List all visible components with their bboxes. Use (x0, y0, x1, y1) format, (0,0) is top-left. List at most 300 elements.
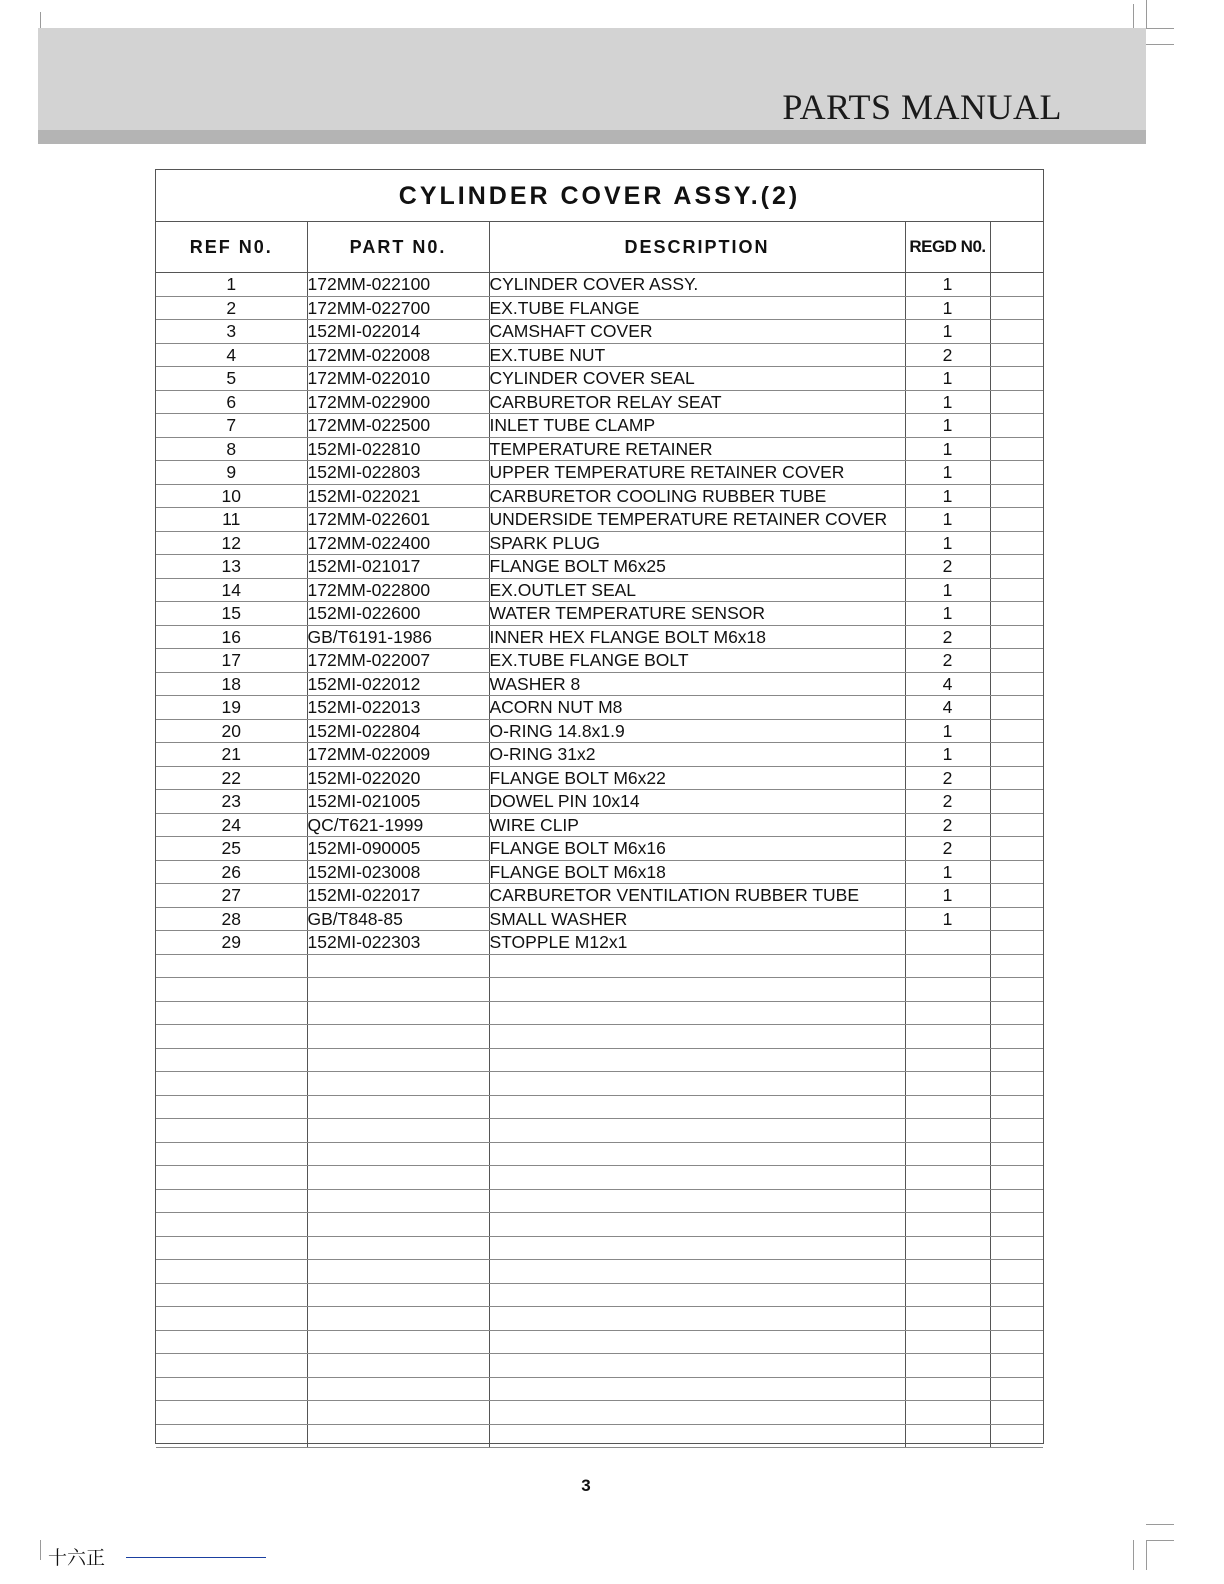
cell-blank (489, 1330, 905, 1354)
footer-mark: 十六正 (48, 1547, 106, 1569)
cell-blank (990, 461, 1043, 485)
cell-desc: UPPER TEMPERATURE RETAINER COVER (489, 461, 905, 485)
cell-desc: EX.TUBE FLANGE (489, 296, 905, 320)
cell-desc: STOPPLE M12x1 (489, 931, 905, 955)
cell-blank (905, 1095, 990, 1119)
crop-mark (1146, 0, 1147, 28)
table-row (156, 719, 1043, 743)
cell-blank (905, 1401, 990, 1425)
cell-desc: SPARK PLUG (489, 531, 905, 555)
cell-blank (307, 1048, 489, 1072)
cell-blank (905, 1001, 990, 1025)
cell-ref: 14 (156, 578, 307, 602)
cell-part: 152MI-022803 (307, 461, 489, 485)
cell-blank (156, 1377, 307, 1401)
empty-table-row (156, 1260, 1043, 1284)
cell-ref: 2 (156, 296, 307, 320)
cell-blank (156, 954, 307, 978)
cell-blank (156, 1213, 307, 1237)
cell-desc: SMALL WASHER (489, 907, 905, 931)
cell-desc: WASHER 8 (489, 672, 905, 696)
table-row (156, 273, 1043, 297)
table-row (156, 860, 1043, 884)
cell-blank (489, 1119, 905, 1143)
cell-ref: 18 (156, 672, 307, 696)
cell-blank (990, 1001, 1043, 1025)
cell-desc: CAMSHAFT COVER (489, 320, 905, 344)
cell-qty: 2 (905, 766, 990, 790)
cell-blank (905, 1424, 990, 1448)
cell-desc: O-RING 14.8x1.9 (489, 719, 905, 743)
cell-qty: 1 (905, 296, 990, 320)
cell-ref: 27 (156, 884, 307, 908)
cell-blank (156, 978, 307, 1002)
cell-blank (489, 978, 905, 1002)
cell-blank (307, 1260, 489, 1284)
cell-part: 152MI-022303 (307, 931, 489, 955)
cell-qty: 2 (905, 625, 990, 649)
cell-part: 172MM-022007 (307, 649, 489, 673)
footer-underline (126, 1557, 266, 1558)
cell-blank (990, 907, 1043, 931)
cell-blank (990, 1095, 1043, 1119)
empty-table-row (156, 954, 1043, 978)
cell-blank (905, 1354, 990, 1378)
empty-table-row (156, 1330, 1043, 1354)
cell-blank (307, 1119, 489, 1143)
cell-blank (990, 1213, 1043, 1237)
cell-ref: 4 (156, 343, 307, 367)
cell-desc: WIRE CLIP (489, 813, 905, 837)
cell-blank (905, 1189, 990, 1213)
empty-table-row (156, 1424, 1043, 1448)
cell-blank (156, 1307, 307, 1331)
cell-blank (990, 743, 1043, 767)
table-row (156, 931, 1043, 955)
column-header-blank (990, 222, 1043, 273)
cell-desc: CARBURETOR COOLING RUBBER TUBE (489, 484, 905, 508)
cell-part: 172MM-022800 (307, 578, 489, 602)
cell-blank (990, 766, 1043, 790)
empty-table-row (156, 1236, 1043, 1260)
cell-qty: 2 (905, 837, 990, 861)
crop-mark (1146, 28, 1174, 29)
table-row (156, 625, 1043, 649)
cell-blank (905, 1307, 990, 1331)
cell-ref: 17 (156, 649, 307, 673)
cell-ref: 7 (156, 414, 307, 438)
cell-qty: 1 (905, 273, 990, 297)
empty-table-row (156, 1142, 1043, 1166)
cell-blank (990, 954, 1043, 978)
cell-qty: 1 (905, 860, 990, 884)
table-row (156, 461, 1043, 485)
cell-qty: 1 (905, 578, 990, 602)
cell-blank (990, 625, 1043, 649)
cell-blank (990, 1354, 1043, 1378)
empty-table-row (156, 1189, 1043, 1213)
crop-mark (1133, 4, 1134, 28)
empty-table-row (156, 978, 1043, 1002)
cell-desc: CARBURETOR VENTILATION RUBBER TUBE (489, 884, 905, 908)
header-shadow (38, 130, 1146, 144)
table-row (156, 766, 1043, 790)
table-header-row (156, 222, 1043, 273)
cell-blank (990, 884, 1043, 908)
empty-table-row (156, 1001, 1043, 1025)
cell-qty: 1 (905, 531, 990, 555)
cell-ref: 8 (156, 437, 307, 461)
cell-blank (307, 1283, 489, 1307)
cell-blank (156, 1119, 307, 1143)
cell-blank (990, 508, 1043, 532)
cell-blank (307, 1354, 489, 1378)
cell-part: 172MM-022008 (307, 343, 489, 367)
cell-ref: 15 (156, 602, 307, 626)
cell-qty: 1 (905, 743, 990, 767)
table-row (156, 508, 1043, 532)
cell-blank (905, 1283, 990, 1307)
cell-ref: 23 (156, 790, 307, 814)
cell-ref: 5 (156, 367, 307, 391)
cell-blank (156, 1025, 307, 1049)
cell-blank (156, 1424, 307, 1448)
cell-blank (489, 1095, 905, 1119)
cell-blank (990, 1142, 1043, 1166)
cell-blank (990, 320, 1043, 344)
cell-part: 172MM-022500 (307, 414, 489, 438)
cell-blank (156, 1072, 307, 1096)
cell-blank (990, 1283, 1043, 1307)
cell-blank (905, 1166, 990, 1190)
cell-ref: 6 (156, 390, 307, 414)
column-header-part: PART N0. (307, 222, 489, 273)
cell-desc: DOWEL PIN 10x14 (489, 790, 905, 814)
cell-desc: FLANGE BOLT M6x16 (489, 837, 905, 861)
cell-blank (307, 1307, 489, 1331)
cell-part: 172MM-022900 (307, 390, 489, 414)
cell-qty: 1 (905, 602, 990, 626)
cell-blank (990, 602, 1043, 626)
cell-blank (307, 1236, 489, 1260)
empty-table-row (156, 1401, 1043, 1425)
cell-blank (990, 390, 1043, 414)
cell-blank (489, 1401, 905, 1425)
cell-blank (990, 1401, 1043, 1425)
cell-blank (990, 578, 1043, 602)
cell-part: 152MI-090005 (307, 837, 489, 861)
table-row (156, 414, 1043, 438)
cell-blank (990, 484, 1043, 508)
table-row (156, 672, 1043, 696)
cell-part: 172MM-022601 (307, 508, 489, 532)
page-title: PARTS MANUAL (782, 87, 1062, 127)
cell-blank (990, 719, 1043, 743)
table-row (156, 531, 1043, 555)
cell-desc: O-RING 31x2 (489, 743, 905, 767)
cell-desc: EX.TUBE NUT (489, 343, 905, 367)
cell-ref: 13 (156, 555, 307, 579)
crop-mark (1146, 1540, 1174, 1541)
cell-blank (489, 1354, 905, 1378)
cell-blank (156, 1001, 307, 1025)
cell-blank (156, 1048, 307, 1072)
table-row (156, 555, 1043, 579)
table-row (156, 790, 1043, 814)
cell-qty: 2 (905, 813, 990, 837)
cell-blank (489, 1025, 905, 1049)
empty-table-row (156, 1095, 1043, 1119)
cell-blank (905, 1025, 990, 1049)
cell-blank (905, 978, 990, 1002)
cell-ref: 26 (156, 860, 307, 884)
column-header-description: DESCRIPTION (489, 222, 905, 273)
cell-blank (489, 1307, 905, 1331)
cell-blank (990, 1377, 1043, 1401)
cell-blank (307, 1213, 489, 1237)
cell-blank (307, 1189, 489, 1213)
cell-qty: 2 (905, 555, 990, 579)
cell-part: 152MI-022013 (307, 696, 489, 720)
cell-blank (307, 1166, 489, 1190)
cell-qty: 1 (905, 390, 990, 414)
cell-blank (905, 954, 990, 978)
cell-blank (990, 790, 1043, 814)
cell-part: QC/T621-1999 (307, 813, 489, 837)
cell-ref: 20 (156, 719, 307, 743)
cell-ref: 16 (156, 625, 307, 649)
cell-blank (489, 1166, 905, 1190)
cell-blank (990, 437, 1043, 461)
cell-ref: 11 (156, 508, 307, 532)
cell-part: 152MI-023008 (307, 860, 489, 884)
cell-blank (990, 860, 1043, 884)
cell-blank (489, 1142, 905, 1166)
cell-blank (990, 696, 1043, 720)
cell-qty: 1 (905, 907, 990, 931)
cell-blank (307, 978, 489, 1002)
table-row (156, 343, 1043, 367)
cell-blank (156, 1260, 307, 1284)
cell-blank (990, 1025, 1043, 1049)
cell-ref: 24 (156, 813, 307, 837)
cell-blank (990, 343, 1043, 367)
cell-blank (307, 1072, 489, 1096)
cell-blank (156, 1189, 307, 1213)
empty-table-row (156, 1283, 1043, 1307)
crop-mark (40, 12, 41, 28)
empty-table-row (156, 1354, 1043, 1378)
cell-blank (489, 1236, 905, 1260)
cell-blank (307, 1377, 489, 1401)
cell-part: 152MI-021017 (307, 555, 489, 579)
table-row (156, 907, 1043, 931)
cell-blank (307, 954, 489, 978)
parts-table (156, 222, 1043, 1448)
cell-desc: CARBURETOR RELAY SEAT (489, 390, 905, 414)
cell-blank (905, 1119, 990, 1143)
cell-desc: UNDERSIDE TEMPERATURE RETAINER COVER (489, 508, 905, 532)
cell-blank (156, 1283, 307, 1307)
cell-part: 172MM-022009 (307, 743, 489, 767)
cell-blank (990, 1048, 1043, 1072)
cell-blank (156, 1142, 307, 1166)
cell-part: 172MM-022400 (307, 531, 489, 555)
cell-desc: INNER HEX FLANGE BOLT M6x18 (489, 625, 905, 649)
cell-blank (489, 1260, 905, 1284)
empty-table-row (156, 1377, 1043, 1401)
cell-ref: 28 (156, 907, 307, 931)
cell-part: 152MI-022810 (307, 437, 489, 461)
cell-blank (990, 1307, 1043, 1331)
crop-mark (1146, 1524, 1174, 1525)
cell-blank (489, 954, 905, 978)
cell-blank (156, 1401, 307, 1425)
table-row (156, 578, 1043, 602)
cell-blank (489, 1072, 905, 1096)
cell-qty: 4 (905, 672, 990, 696)
cell-part: 152MI-021005 (307, 790, 489, 814)
parts-table-body (156, 273, 1043, 1448)
cell-part: 172MM-022010 (307, 367, 489, 391)
cell-part: 152MI-022020 (307, 766, 489, 790)
cell-qty: 1 (905, 461, 990, 485)
table-row (156, 743, 1043, 767)
cell-blank (156, 1330, 307, 1354)
cell-qty: 4 (905, 696, 990, 720)
cell-qty: 1 (905, 414, 990, 438)
cell-blank (990, 414, 1043, 438)
parts-table-frame (155, 169, 1044, 1444)
cell-blank (307, 1142, 489, 1166)
cell-desc: FLANGE BOLT M6x22 (489, 766, 905, 790)
cell-ref: 10 (156, 484, 307, 508)
cell-qty: 1 (905, 719, 990, 743)
cell-blank (990, 649, 1043, 673)
cell-qty: 2 (905, 790, 990, 814)
empty-table-row (156, 1213, 1043, 1237)
cell-desc: INLET TUBE CLAMP (489, 414, 905, 438)
cell-blank (489, 1377, 905, 1401)
cell-qty: 1 (905, 437, 990, 461)
cell-blank (990, 1424, 1043, 1448)
cell-blank (990, 1189, 1043, 1213)
cell-ref: 1 (156, 273, 307, 297)
cell-desc: FLANGE BOLT M6x18 (489, 860, 905, 884)
cell-blank (990, 1072, 1043, 1096)
cell-blank (307, 1001, 489, 1025)
table-row (156, 367, 1043, 391)
table-row (156, 649, 1043, 673)
cell-desc: FLANGE BOLT M6x25 (489, 555, 905, 579)
cell-blank (990, 813, 1043, 837)
crop-mark (1133, 1540, 1134, 1570)
cell-ref: 29 (156, 931, 307, 955)
cell-blank (990, 273, 1043, 297)
cell-blank (489, 1213, 905, 1237)
cell-blank (990, 1330, 1043, 1354)
cell-blank (990, 1236, 1043, 1260)
empty-table-row (156, 1048, 1043, 1072)
cell-part: 152MI-022012 (307, 672, 489, 696)
cell-blank (990, 367, 1043, 391)
table-row (156, 296, 1043, 320)
cell-ref: 19 (156, 696, 307, 720)
cell-part: GB/T848-85 (307, 907, 489, 931)
cell-part: 152MI-022017 (307, 884, 489, 908)
cell-blank (156, 1095, 307, 1119)
cell-ref: 25 (156, 837, 307, 861)
cell-ref: 3 (156, 320, 307, 344)
cell-blank (990, 1260, 1043, 1284)
table-row (156, 837, 1043, 861)
cell-blank (156, 1166, 307, 1190)
cell-blank (307, 1025, 489, 1049)
cell-blank (990, 1166, 1043, 1190)
table-row (156, 320, 1043, 344)
cell-blank (489, 1283, 905, 1307)
cell-part: 152MI-022600 (307, 602, 489, 626)
cell-ref: 9 (156, 461, 307, 485)
cell-ref: 12 (156, 531, 307, 555)
cell-blank (905, 1236, 990, 1260)
cell-blank (990, 931, 1043, 955)
cell-part: 152MI-022804 (307, 719, 489, 743)
crop-mark (1146, 1540, 1147, 1570)
cell-desc: CYLINDER COVER SEAL (489, 367, 905, 391)
empty-table-row (156, 1307, 1043, 1331)
table-row (156, 484, 1043, 508)
empty-table-row (156, 1025, 1043, 1049)
cell-part: 172MM-022100 (307, 273, 489, 297)
cell-qty: 1 (905, 367, 990, 391)
cell-blank (905, 1072, 990, 1096)
page-number: 3 (581, 1476, 591, 1495)
cell-qty: 2 (905, 649, 990, 673)
cell-desc: WATER TEMPERATURE SENSOR (489, 602, 905, 626)
table-row (156, 813, 1043, 837)
cell-blank (307, 1330, 489, 1354)
cell-blank (905, 1048, 990, 1072)
table-row (156, 437, 1043, 461)
cell-blank (156, 1354, 307, 1378)
cell-blank (489, 1048, 905, 1072)
cell-desc: EX.TUBE FLANGE BOLT (489, 649, 905, 673)
cell-desc: ACORN NUT M8 (489, 696, 905, 720)
empty-table-row (156, 1072, 1043, 1096)
cell-qty (905, 931, 990, 955)
table-row (156, 602, 1043, 626)
cell-blank (990, 978, 1043, 1002)
cell-part: 152MI-022014 (307, 320, 489, 344)
cell-blank (990, 531, 1043, 555)
cell-blank (905, 1142, 990, 1166)
cell-blank (990, 837, 1043, 861)
empty-table-row (156, 1166, 1043, 1190)
cell-blank (307, 1424, 489, 1448)
cell-blank (489, 1424, 905, 1448)
cell-qty: 2 (905, 343, 990, 367)
cell-ref: 21 (156, 743, 307, 767)
cell-blank (990, 296, 1043, 320)
table-title: CYLINDER COVER ASSY.(2) (156, 170, 1043, 222)
column-header-ref: REF N0. (156, 222, 307, 273)
cell-blank (489, 1001, 905, 1025)
empty-table-row (156, 1119, 1043, 1143)
table-row (156, 696, 1043, 720)
cell-blank (905, 1213, 990, 1237)
cell-qty: 1 (905, 884, 990, 908)
